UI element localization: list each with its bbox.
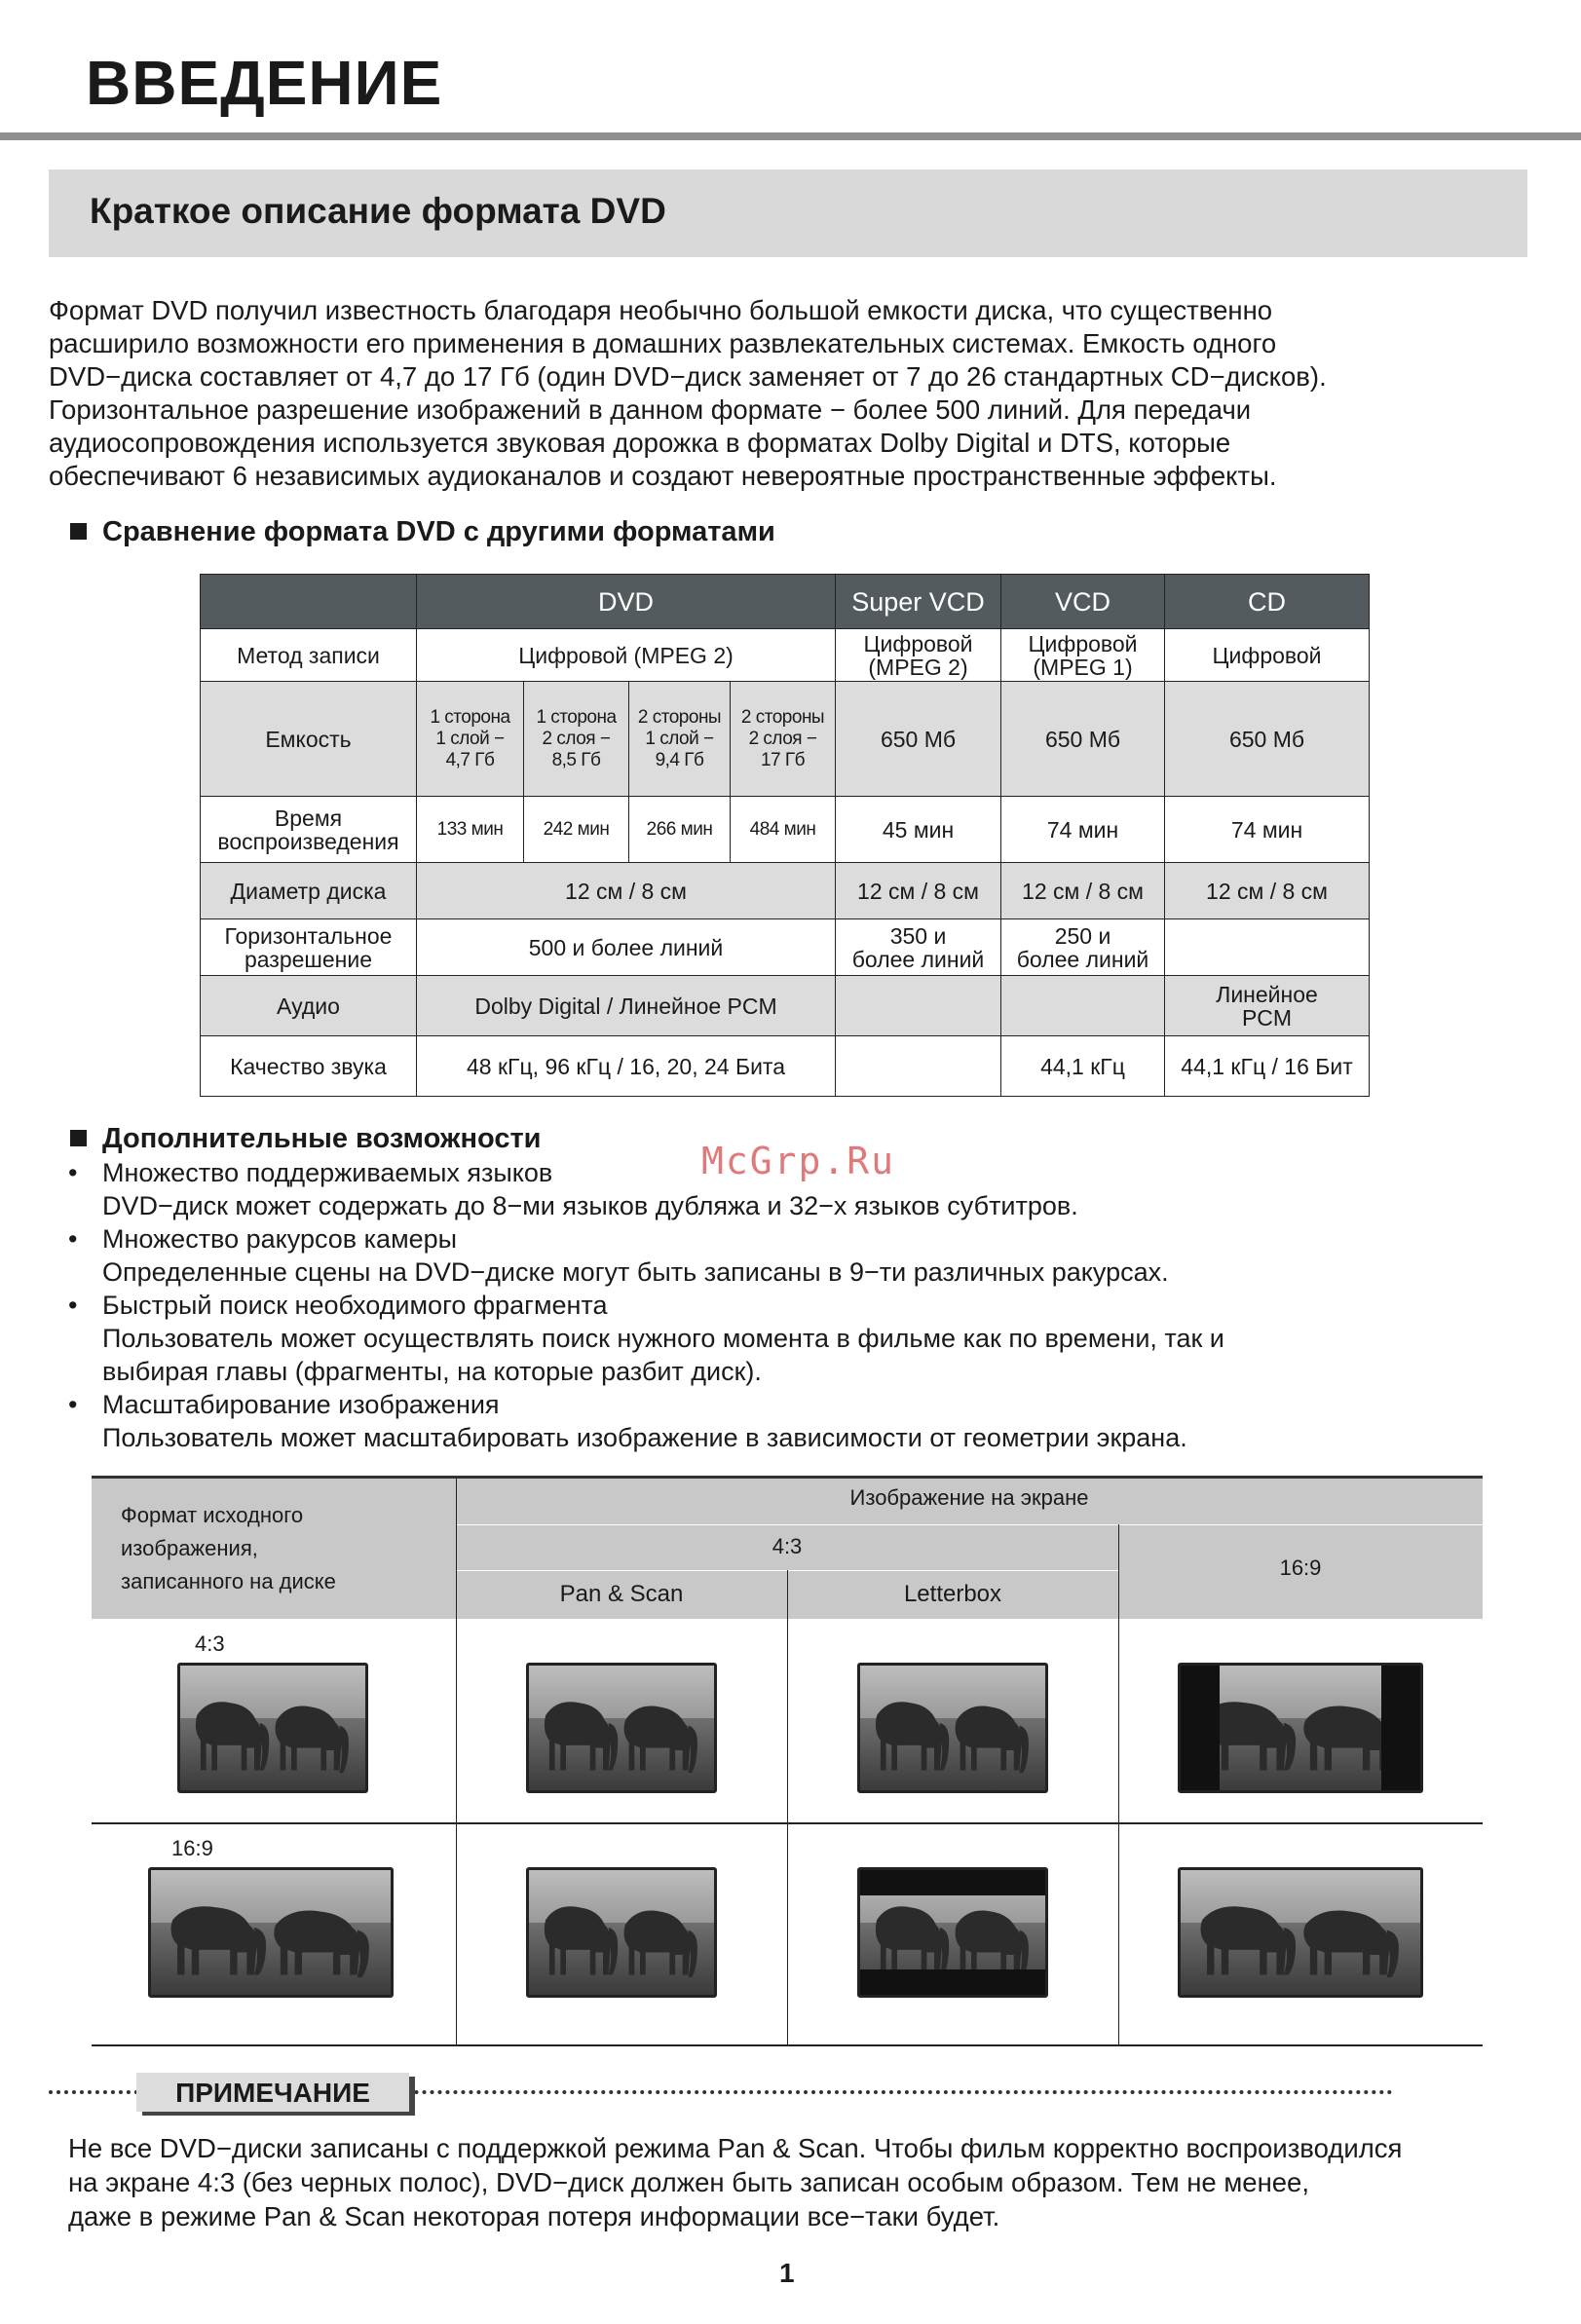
feature-desc <box>68 1189 1432 1222</box>
letterbox-header: Letterbox <box>903 1581 1002 1607</box>
cell: Dolby Digital / Линейное PCM <box>417 976 836 1036</box>
header-cd: CD <box>1165 575 1370 629</box>
cell-line: 350 и <box>889 922 947 949</box>
feature-desc-line: DVD−диск может содержать до 8−ми языков дубляжа и 32−х языков субтитров. <box>102 1191 1078 1220</box>
cell <box>836 1036 1001 1097</box>
note-text <box>68 2131 1549 2233</box>
cell-line: 1 слой − <box>435 728 505 749</box>
cell-line: 1 сторона <box>536 706 617 728</box>
feature-desc <box>68 1421 1432 1454</box>
table-row <box>201 1036 1370 1097</box>
comparison-table <box>200 574 1370 1097</box>
features-heading-text: Дополнительные возможности <box>102 1123 542 1154</box>
cell-line: 17 Гб <box>760 749 806 770</box>
cell-line: Время <box>274 805 343 831</box>
table-row <box>201 976 1370 1036</box>
comparison-heading-text: Сравнение формата DVD с другими форматами <box>102 516 775 547</box>
feature-title: Быстрый поиск необходимого фрагмента <box>102 1291 608 1320</box>
feature-desc <box>68 1256 1432 1289</box>
feature-title: Множество поддерживаемых языков <box>102 1158 553 1187</box>
feature-item <box>68 1289 1432 1322</box>
cell-line: PCM <box>1241 1004 1293 1031</box>
ratio-16-9-header: 16:9 <box>1279 1556 1322 1580</box>
cell: 45 мин <box>836 797 1001 863</box>
row-label <box>201 797 417 863</box>
cell: 44,1 кГц / 16 Бит <box>1165 1036 1370 1097</box>
cell <box>1165 919 1370 976</box>
cell: 650 Мб <box>1165 682 1370 797</box>
cell <box>524 682 629 797</box>
source-format-header <box>121 1499 442 1598</box>
intro-line: DVD−диска составляет от 4,7 до 17 Гб (один DVD−диск заменяет от 7 до 26 стандартных CD−дисков). <box>49 361 1327 392</box>
cell: 266 мин <box>629 797 731 863</box>
feature-desc-line: Определенные сцены на DVD−диске могут быть записаны в 9−ти различных ракурсах. <box>102 1257 1169 1287</box>
table-row <box>201 682 1370 797</box>
cell: 74 мин <box>1001 797 1165 863</box>
elephant-image-4-3-source <box>177 1663 368 1793</box>
note-line: даже в режиме Pan & Scan некоторая потеря информации все−таки будет. <box>68 2201 1000 2231</box>
section-title: Краткое описание формата DVD <box>90 191 666 231</box>
intro-line: Горизонтальное разрешение изображений в данном формате − более 500 линий. Для передачи <box>49 394 1252 425</box>
cell: 74 мин <box>1165 797 1370 863</box>
header-dvd: DVD <box>417 575 836 629</box>
page-number: 1 <box>779 2258 795 2288</box>
feature-desc-line: Пользователь может осуществлять поиск нужного момента в фильме как по времени, так и <box>102 1324 1224 1353</box>
cell <box>836 976 1001 1036</box>
letterbox-bar-top <box>860 1870 1045 1895</box>
intro-paragraph <box>49 294 1529 493</box>
cell <box>629 682 731 797</box>
note-label: ПРИМЕЧАНИЕ <box>136 2073 409 2112</box>
cell-line: Цифровой <box>1028 630 1138 656</box>
bullet-dot-icon: • <box>68 1158 78 1187</box>
cell-line: 250 и <box>1054 922 1111 949</box>
header-corner <box>201 575 417 629</box>
cell-line: более линий <box>851 946 985 972</box>
cell: Цифровой <box>1165 629 1370 682</box>
cell: 133 мин <box>417 797 524 863</box>
header-vcd: VCD <box>1001 575 1165 629</box>
cell: 44,1 кГц <box>1001 1036 1165 1097</box>
elephant-image-16-9-widescreen <box>1178 1867 1423 1998</box>
cell-line: Цифровой <box>863 630 973 656</box>
cell <box>731 682 836 797</box>
elephant-image-4-3-pan-scan <box>526 1663 717 1793</box>
bullet-dot-icon: • <box>68 1224 78 1254</box>
screen-image-header: Изображение на экране <box>849 1485 1089 1510</box>
cell-line: (MPEG 2) <box>868 654 968 680</box>
cell: 500 и более линий <box>417 919 836 976</box>
table-row <box>201 863 1370 919</box>
pillarbox-bar-right <box>1381 1666 1420 1790</box>
divider <box>456 1479 457 2046</box>
feature-item <box>68 1388 1432 1421</box>
divider <box>1118 1524 1119 2046</box>
row-label: Метод записи <box>201 629 417 682</box>
divider <box>787 1570 788 2046</box>
pillarbox-bar-left <box>1181 1666 1220 1790</box>
table-row <box>201 629 1370 682</box>
row-label: Емкость <box>201 682 417 797</box>
row-label: Аудио <box>201 976 417 1036</box>
row-label: Диаметр диска <box>201 863 417 919</box>
cell: 48 кГц, 96 кГц / 16, 20, 24 Бита <box>417 1036 836 1097</box>
cell-line: 2 стороны <box>740 706 825 728</box>
elephant-image-16-9-letterbox <box>857 1867 1048 1998</box>
page-title: ВВЕДЕНИЕ <box>86 48 443 118</box>
table-row <box>201 797 1370 863</box>
cell <box>836 919 1001 976</box>
feature-title: Масштабирование изображения <box>102 1390 500 1419</box>
bullet-dot-icon: • <box>68 1390 78 1419</box>
feature-desc-line: Пользователь может масштабировать изображение в зависимости от геометрии экрана. <box>102 1423 1187 1452</box>
feature-desc-line: выбирая главы (фрагменты, на которые разбит диск). <box>102 1357 762 1386</box>
cell-line: 1 слой − <box>645 728 714 749</box>
cell: 242 мин <box>524 797 629 863</box>
elephant-image-16-9-source <box>148 1867 394 1998</box>
cell: 650 Мб <box>836 682 1001 797</box>
cell-line: 4,7 Гб <box>445 749 495 770</box>
row-label-16-9: 16:9 <box>171 1836 213 1860</box>
cell-line: 2 слоя − <box>748 728 817 749</box>
cell-line: Горизонтальное <box>224 922 393 949</box>
header-line: Формат исходного <box>121 1503 304 1527</box>
row-label-4-3: 4:3 <box>195 1631 225 1656</box>
feature-title: Множество ракурсов камеры <box>102 1224 458 1254</box>
feature-item <box>68 1222 1432 1256</box>
header-line: изображения, <box>121 1536 258 1560</box>
feature-desc <box>68 1322 1432 1355</box>
cell-line: 2 стороны <box>637 706 722 728</box>
elephant-image-4-3-letterbox <box>857 1663 1048 1793</box>
cell <box>836 629 1001 682</box>
cell-line: разрешение <box>244 946 373 972</box>
cell-line: 9,4 Гб <box>655 749 704 770</box>
elephant-image-4-3-widescreen <box>1178 1663 1423 1793</box>
cell: 12 см / 8 см <box>836 863 1001 919</box>
cell-line: 8,5 Гб <box>551 749 601 770</box>
square-bullet-icon <box>70 523 87 540</box>
cell: 12 см / 8 см <box>1165 863 1370 919</box>
ratio-4-3-header: 4:3 <box>772 1534 803 1558</box>
table-header-row <box>201 575 1370 629</box>
header-super-vcd: Super VCD <box>836 575 1001 629</box>
row-label <box>201 919 417 976</box>
header-line: записанного на диске <box>121 1569 336 1593</box>
elephant-image-16-9-pan-scan <box>526 1867 717 1998</box>
cell-line: воспроизведения <box>217 828 399 854</box>
cell <box>1001 919 1165 976</box>
intro-line: аудиосопровождения используется звуковая дорожка в форматах Dolby Digital и DTS, которые <box>49 428 1231 458</box>
intro-line: Формат DVD получил известность благодаря необычно большой емкости диска, что существенно <box>49 295 1273 325</box>
note-line: на экране 4:3 (без черных полос), DVD−диск должен быть записан особым образом. Тем не менее, <box>68 2167 1309 2197</box>
intro-line: расширило возможности его применения в домашних развлекательных системах. Емкость одного <box>49 328 1277 358</box>
cell: Цифровой (MPEG 2) <box>417 629 836 682</box>
cell <box>1001 976 1165 1036</box>
divider <box>92 1822 1483 1824</box>
cell-line: 1 сторона <box>430 706 510 728</box>
feature-item <box>68 1156 1432 1189</box>
cell <box>1165 976 1370 1036</box>
title-rule <box>0 132 1581 140</box>
divider <box>456 1524 1483 1525</box>
cell-line: Линейное <box>1216 981 1318 1007</box>
cell: 484 мин <box>731 797 836 863</box>
pan-scan-header: Pan & Scan <box>559 1581 684 1607</box>
row-label: Качество звука <box>201 1036 417 1097</box>
features-heading <box>70 1123 542 1155</box>
square-bullet-icon <box>70 1130 87 1146</box>
divider <box>92 2044 1483 2046</box>
aspect-ratio-table <box>92 1476 1483 2046</box>
note-line: Не все DVD−диски записаны с поддержкой режима Pan & Scan. Чтобы фильм корректно воспроизводился <box>68 2133 1403 2163</box>
cell <box>417 682 524 797</box>
letterbox-bar-bottom <box>860 1969 1045 1995</box>
bullet-dot-icon: • <box>68 1291 78 1320</box>
cell <box>1001 629 1165 682</box>
cell-line: более линий <box>1016 946 1149 972</box>
cell-line: 2 слоя − <box>542 728 611 749</box>
intro-line: обеспечивают 6 независимых аудиоканалов и создают невероятные пространственные эффекты. <box>49 461 1277 491</box>
cell: 12 см / 8 см <box>1001 863 1165 919</box>
table-row <box>201 919 1370 976</box>
comparison-heading <box>70 516 775 548</box>
cell: 650 Мб <box>1001 682 1165 797</box>
feature-desc <box>68 1355 1432 1388</box>
cell-line: (MPEG 1) <box>1033 654 1133 680</box>
watermark: McGrp.Ru <box>701 1140 896 1182</box>
cell: 12 см / 8 см <box>417 863 836 919</box>
